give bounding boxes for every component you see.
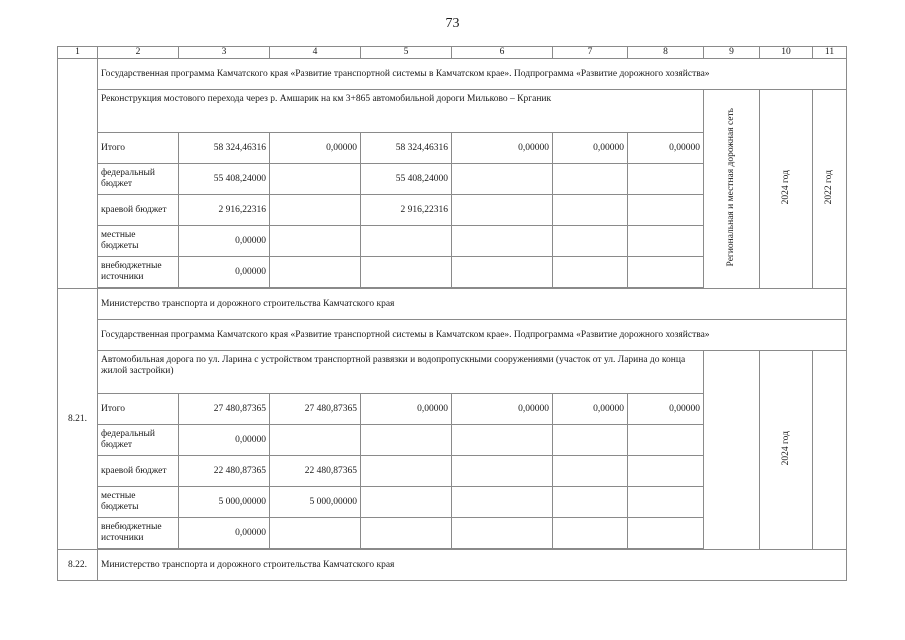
table-row: Итого 27 480,87365 27 480,87365 0,00000 0,00000 0,00000 0,00000 (58, 394, 847, 425)
block2-year-start: 2024 год (760, 351, 813, 550)
table-row: Итого 58 324,46316 0,00000 58 324,46316 0,00000 0,00000 0,00000 (58, 133, 847, 164)
table-row: местные бюджеты 0,00000 (58, 226, 847, 257)
block2-col11-empty (813, 351, 847, 550)
column-number: 11 (813, 47, 847, 59)
column-number: 9 (704, 47, 760, 59)
block2-ministry: Министерство транспорта и дорожного строительства Камчатского края (98, 289, 847, 320)
block1-road-network: Региональная и местная дорожная сеть (704, 90, 760, 289)
column-number: 8 (628, 47, 704, 59)
column-number: 5 (361, 47, 452, 59)
block1-year-end: 2022 год (813, 90, 847, 289)
table-row: краевой бюджет 2 916,22316 2 916,22316 (58, 195, 847, 226)
block3-ministry: Министерство транспорта и дорожного строительства Камчатского края (98, 550, 847, 581)
block2-program: Государственная программа Камчатского края «Развитие транспортной системы в Камчатском крае». Подпрограмма «Развитие дорожного хозяйства» (98, 320, 847, 351)
table-row: местные бюджеты 5 000,00000 5 000,00000 (58, 487, 847, 518)
column-number: 6 (452, 47, 553, 59)
block3-index: 8.22. (58, 550, 98, 581)
column-number: 1 (58, 47, 98, 59)
column-number: 2 (98, 47, 179, 59)
table-row: краевой бюджет 22 480,87365 22 480,87365 (58, 456, 847, 487)
block1-object: Реконструкция мостового перехода через р. Амшарик на км 3+865 автомобильной дороги Мильково – Крганик (98, 90, 704, 133)
column-number: 4 (270, 47, 361, 59)
block1-index-cell (58, 59, 98, 289)
column-number-row (58, 47, 847, 59)
table-row: внебюджетные источники 0,00000 (58, 257, 847, 288)
block2-object: Автомобильная дорога по ул. Ларина с устройством транспортной развязки и водопропускными сооружениями (участок от ул. Ларина до конца жилой застройки) (98, 351, 704, 394)
column-number: 10 (760, 47, 813, 59)
column-number: 7 (553, 47, 628, 59)
block2-col9-empty (704, 351, 760, 550)
table-row: внебюджетные источники 0,00000 (58, 518, 847, 549)
budget-table (57, 46, 847, 581)
page-number: 73 (445, 16, 460, 31)
block1-program: Государственная программа Камчатского края «Развитие транспортной системы в Камчатском крае». Подпрограмма «Развитие дорожного хозяйства» (98, 59, 847, 90)
block1-year-start: 2024 год (760, 90, 813, 289)
column-number: 3 (179, 47, 270, 59)
table-row: федеральный бюджет 0,00000 (58, 425, 847, 456)
table-row: федеральный бюджет 55 408,24000 55 408,24000 (58, 164, 847, 195)
block2-index: 8.21. (58, 289, 98, 550)
